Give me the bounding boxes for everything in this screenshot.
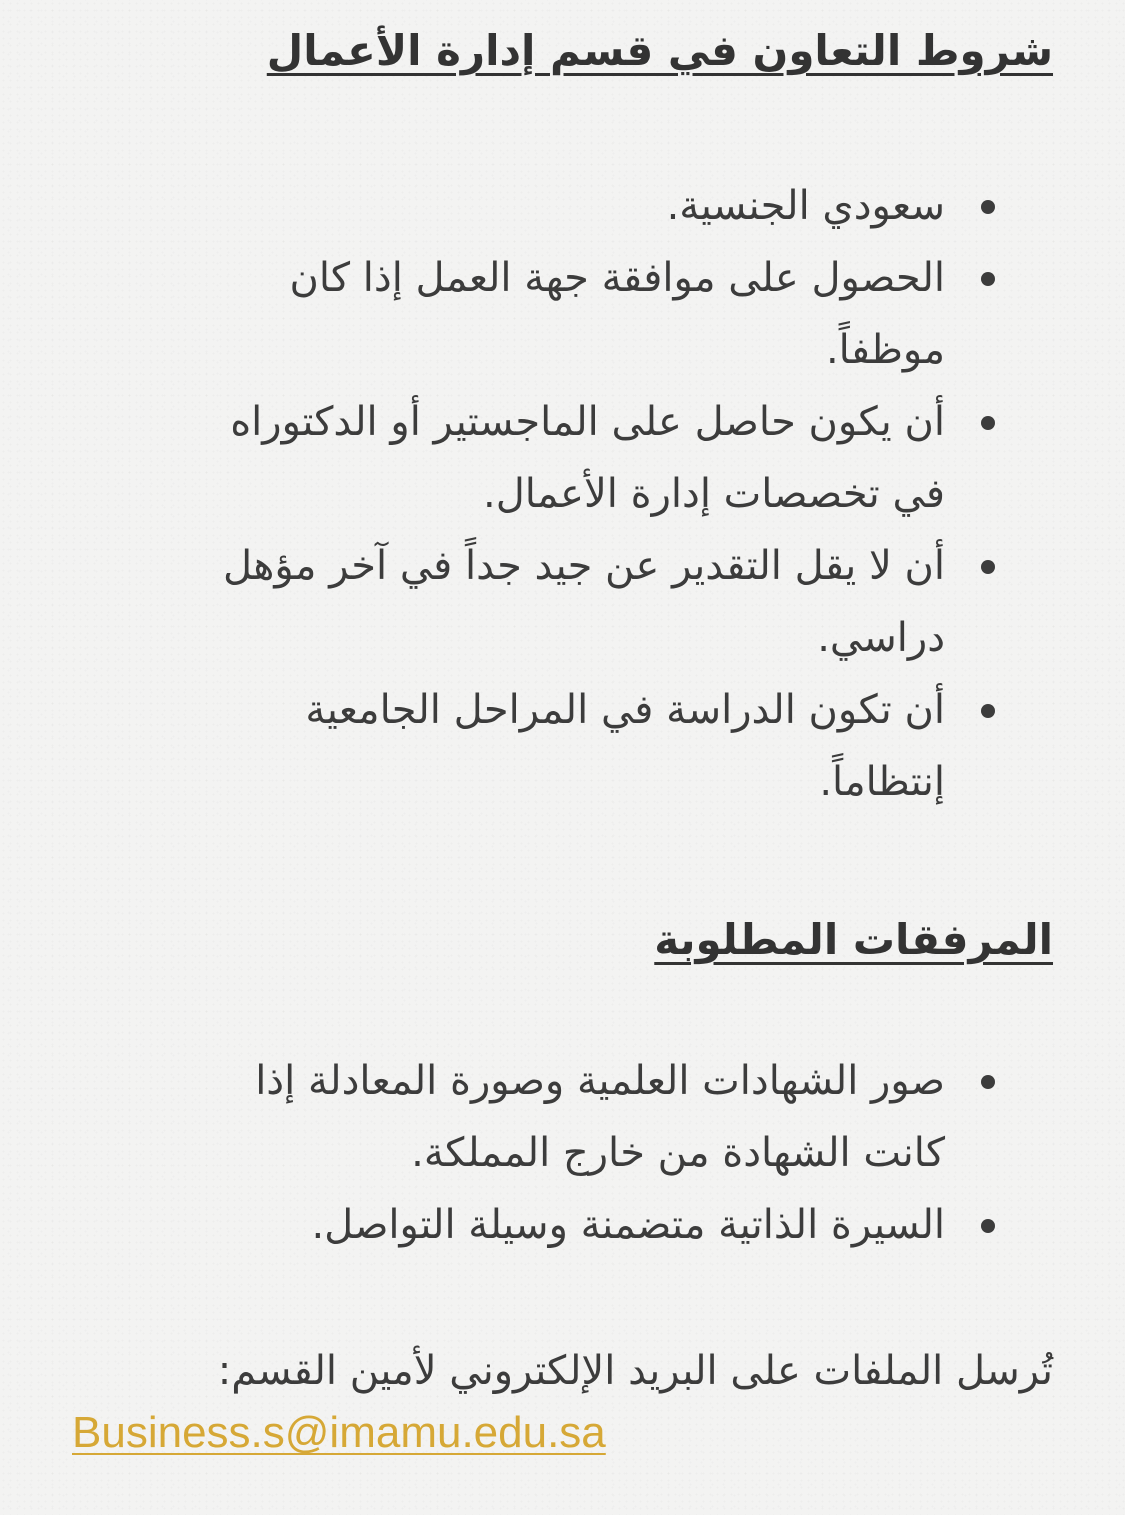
list-item-line: دراسي. [817,615,945,661]
bullet-icon [981,272,995,286]
list-item-line: كانت الشهادة من خارج المملكة. [411,1130,945,1176]
bullet-icon [981,704,995,718]
bullet-icon [981,416,995,430]
list-item [223,674,945,818]
submission-instruction: تُرسل الملفات على البريد الإلكتروني لأمين القسم: [217,1348,1053,1394]
list-item-line: موظفاً. [825,327,945,373]
list-item [223,386,945,530]
list-item-line: إنتظاماً. [819,759,945,805]
list-item-line: سعودي الجنسية. [666,183,945,229]
email-link[interactable]: Business.s@imamu.edu.sa [72,1408,606,1457]
bullet-icon [981,1219,995,1233]
list-item-line: أن لا يقل التقدير عن جيد جداً في آخر مؤهل [223,543,945,589]
list-item-line: الحصول على موافقة جهة العمل إذا كان [289,255,945,301]
list-item-line: في تخصصات إدارة الأعمال. [483,471,945,517]
list-item [223,242,945,386]
list-item-line: صور الشهادات العلمية وصورة المعادلة إذا [255,1058,945,1104]
list-item [223,170,945,242]
attachments-list [255,1045,945,1261]
list-item-line: أن تكون الدراسة في المراحل الجامعية [305,687,945,733]
section-title-required-attachments: المرفقات المطلوبة [654,915,1053,964]
section-title-cooperation-conditions: شروط التعاون في قسم إدارة الأعمال [266,26,1053,75]
bullet-icon [981,1075,995,1089]
bullet-icon [981,200,995,214]
bullet-icon [981,560,995,574]
list-item [255,1189,945,1261]
conditions-list [223,170,945,818]
list-item [255,1045,945,1189]
list-item [223,530,945,674]
list-item-line: السيرة الذاتية متضمنة وسيلة التواصل. [311,1202,945,1248]
list-item-line: أن يكون حاصل على الماجستير أو الدكتوراه [230,399,945,445]
